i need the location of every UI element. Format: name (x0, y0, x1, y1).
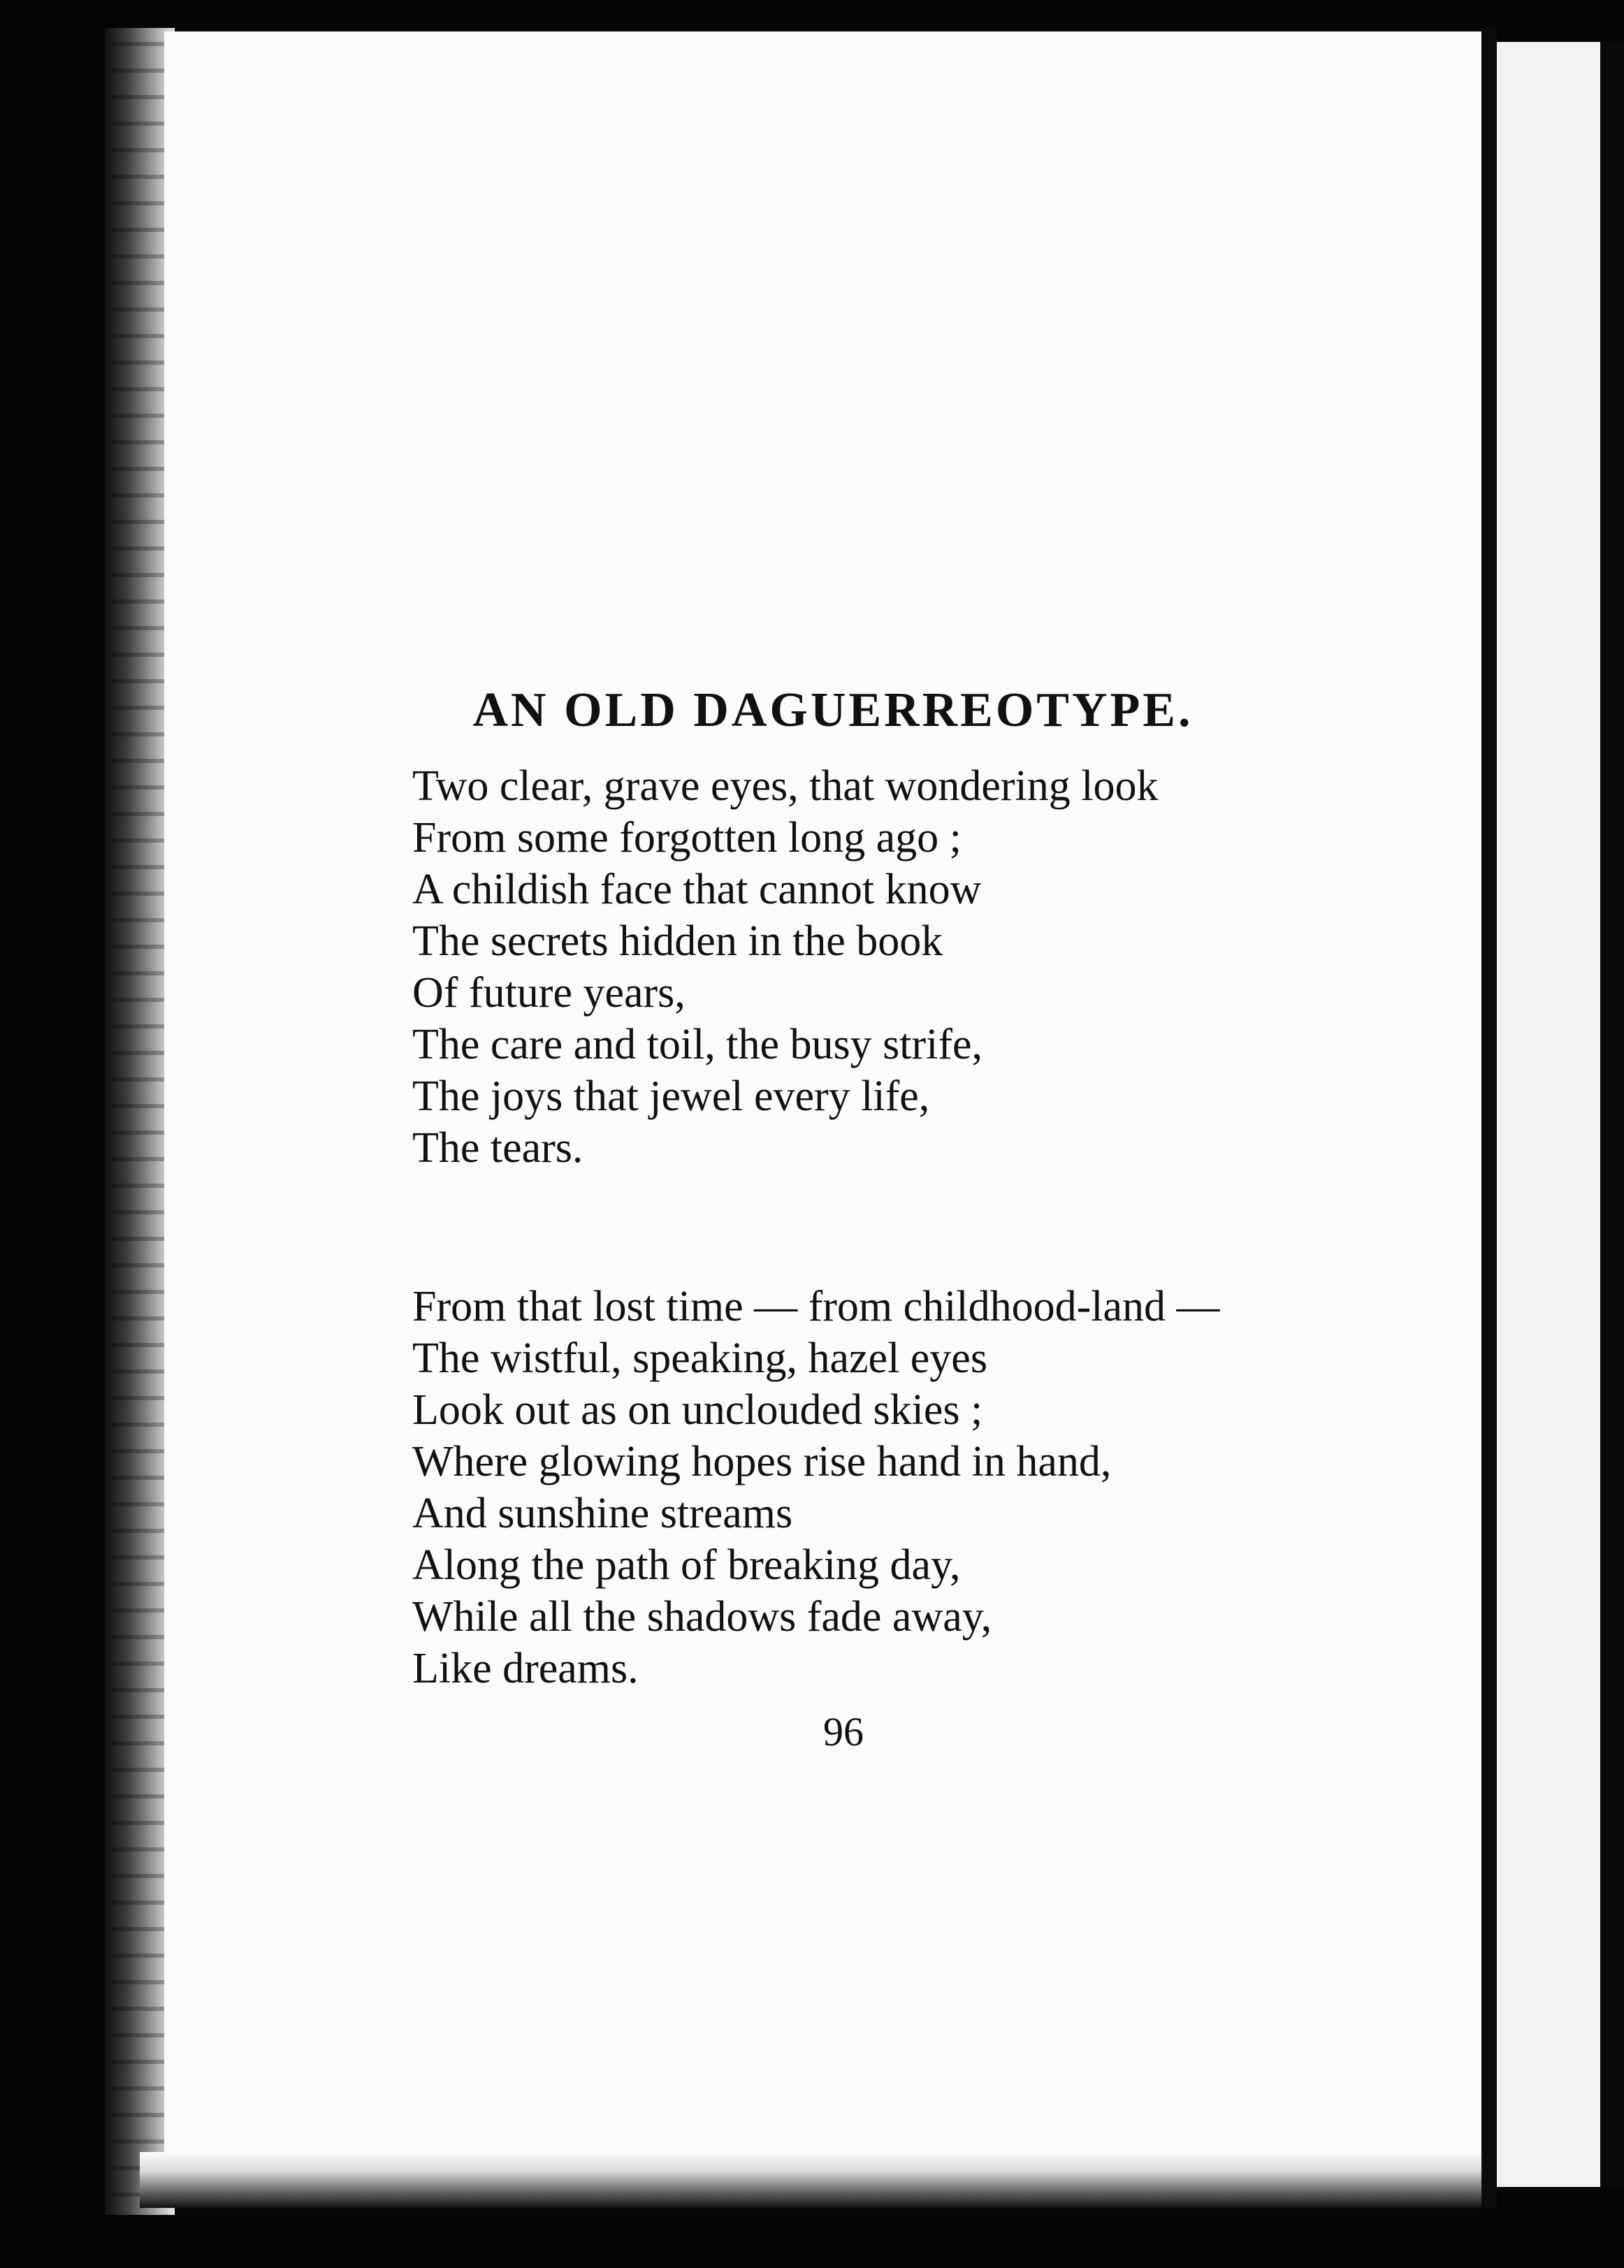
page-number: 96 (823, 1709, 864, 1754)
poem-title: AN OLD DAGUERREOTYPE. (472, 683, 1194, 737)
poem-line: Two clear, grave eyes, that wondering look (412, 762, 1159, 810)
poem-line: The tears. (412, 1124, 583, 1172)
stanza-2 (412, 1281, 1219, 1694)
poem-line: The wistful, speaking, hazel eyes (412, 1335, 987, 1382)
poem-line: While all the shadows fade away, (412, 1593, 992, 1641)
facing-page (1497, 42, 1609, 2187)
poem-line: Like dreams. (412, 1645, 639, 1692)
poem-line: From that lost time — from childhood-land — (412, 1283, 1220, 1330)
stanza-1 (412, 760, 1158, 1174)
poem-line: Look out as on unclouded skies ; (412, 1386, 983, 1434)
poem-line: Of future years, (412, 969, 686, 1017)
facing-page-edge (1600, 42, 1624, 2187)
poem-line: The joys that jewel every life, (412, 1073, 930, 1120)
page-edge-streaks (112, 42, 168, 2208)
poem-line: The care and toil, the busy strife, (412, 1021, 983, 1068)
poem-line: And sunshine streams (412, 1490, 793, 1537)
poem-line: A childish face that cannot know (412, 866, 982, 913)
poem-line: The secrets hidden in the book (412, 917, 943, 965)
poem-line: From some forgotten long ago ; (412, 814, 962, 862)
book-gutter (1481, 28, 1497, 2208)
poem-line: Where glowing hopes rise hand in hand, (412, 1438, 1112, 1485)
poem-line: Along the path of breaking day, (412, 1541, 961, 1589)
page-bottom-edge (140, 2152, 1495, 2208)
